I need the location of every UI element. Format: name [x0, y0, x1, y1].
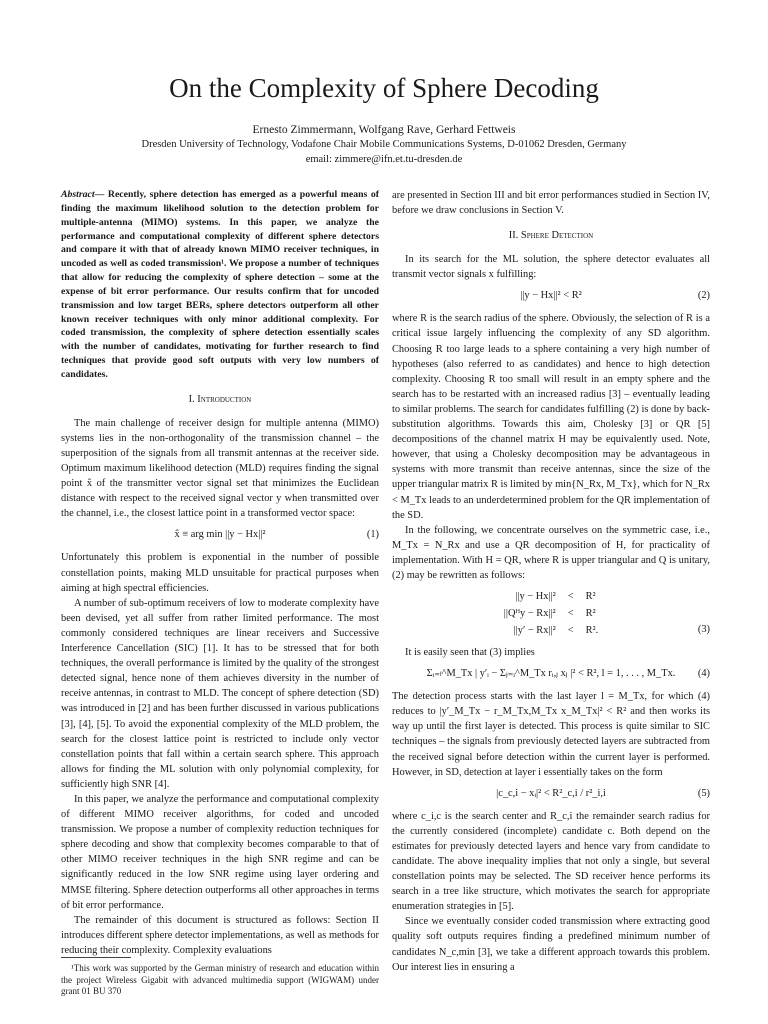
equation-2 [392, 287, 710, 305]
intro-paragraph-1: The main challenge of receiver design for multiple antenna (MIMO) systems lies in the non-orthogonality of the transmission channel – the superposition of the signals from all transmit antennas at the receiver side. Optimum maximum likelihood detection (MLD) requires finding the signal point x̂ of the transmitter vector signal set that minimizes the Euclidean distance with respect to the received signal vector y when transmitted over the channel, i.e., the closest lattice point in a transformed vector space: [61, 417, 379, 520]
equation-3-row [498, 588, 604, 605]
equation-5-number: (5) [697, 787, 710, 799]
equation-3-rhs: R² [585, 591, 596, 603]
equation-3-rhs: R². [585, 625, 599, 637]
intro-paragraph-3: A number of sub-optimum receivers of low to moderate complexity have been devised, yet all suffer from rather limited performance. The most commonly considered techniques are linear receivers and Successive Interference Cancellation (SIC) [1]. It has to be stressed that for both techniques, the overall performance is limited by the quality of the strongest detected signal, hence none of them achieves diversity in the number of receive antennas, in contrast to MLD. The concept of sphere detection (SD) was introduced in [2] and has been further discussed in various publications [3], [4], [5]. To avoid the exponential complexity of the MLD problem, the search for the closest lattice point is restricted to include only vector constellation points that fall within a certain search sphere. This approach allows for finding the ML solution with only polynomial complexity, for sufficiently high SNR [4]. [61, 597, 379, 790]
sd-paragraph-7: Since we eventually consider coded transmission where extracting good quality soft outputs requires finding a predefined minimum number of candidates N_c,min [3], we take a different approach towards this problem. Our interest lies in ensuring a [392, 916, 710, 973]
equation-3-row [498, 622, 604, 639]
equation-3-lhs: ||y − Hx||² [515, 591, 556, 603]
intro-paragraph-4: In this paper, we analyze the performance and computational complexity of different MIMO receiver algorithms, for coded and uncoded transmission. We propose a number of complexity reduction techniques for sphere decoding and show that complexity becomes comparable to that of other MIMO receiver techniques in the high SNR regime and can be significantly reduced in the low SNR regime using layer ordering and MMSE filtering. Sphere detection outperforms all other approaches in terms of bit error performance. [61, 793, 379, 911]
paper-title: On the Complexity of Sphere Decoding [169, 73, 599, 103]
left-column [61, 188, 379, 958]
equation-3-op: < [567, 591, 574, 603]
equation-3-op: < [567, 625, 574, 637]
equation-3 [392, 588, 710, 639]
equation-5-body: |c_c,i − xᵢ|² < R²_c,i / r²_i,i [496, 787, 606, 799]
intro-paragraph-5: The remainder of this document is structured as follows: Section II introduces different sphere detector implementations, as well as methods for reducing their complexity. Complexity evaluations [61, 914, 379, 956]
right-column [392, 188, 710, 975]
equation-5 [392, 785, 710, 803]
sd-paragraph-6: where c_i,c is the search center and R_c,i the remainder search radius for the currently considered (incomplete) candidate c. Both depend on the estimates for previously detected layers and hence vary from candidate to candidate. The above inequality implies that not only a single, but several constellation points may be selected. The SD receiver hence performs its search in a tree like structure, which motivates the search for appropriate enumeration strategies in [5]. [392, 810, 710, 913]
equation-3-number: (3) [697, 624, 710, 636]
abstract [61, 188, 379, 382]
equation-3-rhs: R² [585, 608, 596, 620]
abstract-text: — Recently, sphere detection has emerged as a powerful means of finding the maximum likelihood solution to the detection problem for multiple-antenna (MIMO) systems. In this paper, we analyze the performance and computational complexity of different sphere detectors and compare it with that of already known MIMO receiver techniques, in uncoded as well as coded transmission¹. We propose a number of techniques that allow for reducing the complexity of sphere detection – some at the expense of bit error performance. Our results confirm that for uncoded transmission and low target BERs, sphere detectors outperform all other known receiver techniques with only minor additional complexity. For coded transmission, the complexity of sphere detection essentially scales with the number of candidates, motivating for further research to find techniques that provide good soft outputs with very low numbers of candidates. [61, 189, 379, 380]
section-heading-sphere-detection: II. Sphere Detection [508, 230, 594, 242]
equation-2-body: ||y − Hx||² < R² [520, 290, 582, 302]
section-heading-introduction: I. Introduction [188, 393, 252, 405]
sd-paragraph-5: The detection process starts with the last layer l = M_Tx, for which (4) reduces to |y′_M_Tx − r_M_Tx,M_Tx x_M_Tx|² < R² and then works its way up until the first layer is detected. This process is quite similar to SIC techniques – the signals from previously detected layers are subtracted from the received signal before detection within the current layer is performed. However, in SD, detection at layer i essentially takes on the form [392, 691, 710, 778]
sd-paragraph-2: where R is the search radius of the sphere. Obviously, the selection of R is a critical issue largely influencing the complexity of any SD algorithm. Choosing R too large leads to a sphere containing a very high number of hypotheses (also referred to as candidates) and hence to high detection complexity. Choosing R too small will result in an empty sphere and the search has to be restarted with an increased radius [3] – eventually leading to similar problems. The search for candidates fulfilling (2) is done by back-substitution algorithms. Towards this aim, Cholesky [3] or QR [5] decompositions of the channel matrix H may be equivalently used. Note, however, that using a Cholesky decomposition may be advantageous in systems with more transmit than receive antennas, since the size of the upper triangular matrix R is limited by min{N_Rx, M_Tx}, which for N_Rx < M_Tx leads to an underdetermined problem for the QR implementation of the SD. [392, 313, 710, 521]
right-paragraph-0: are presented in Section III and bit error performances studied in Section IV, before we draw conclusions in Section V. [392, 190, 710, 217]
equation-1-number: (1) [366, 529, 379, 541]
footnote-rule [61, 957, 131, 958]
sd-paragraph-3: In the following, we concentrate ourselves on the symmetric case, i.e., M_Tx = N_Rx and use a QR decomposition of H, for practicality of implementation. With H = QR, where R is upper triangular and Q is unitary, (2) may be rewritten as follows: [392, 524, 710, 581]
equation-3-lhs: ||y′ − Rx||² [513, 625, 556, 637]
abstract-lead: Abstract [61, 189, 95, 200]
equation-4 [392, 665, 710, 683]
paper-email: email: zimmere@ifn.et.tu-dresden.de [305, 154, 463, 165]
equation-2-number: (2) [697, 290, 710, 302]
intro-paragraph-2: Unfortunately this problem is exponential in the number of possible constellation points, making MLD unsuitable for practical purposes when aiming at high spectral efficiencies. [61, 552, 379, 594]
footnote-text: ¹This work was supported by the German ministry of research and education within the project Wireless Gigabit with advanced multimedia support (WIGWAM) under grant 01 BU 370 [61, 963, 379, 996]
equation-3-lhs: ||Qᴴy − Rx||² [503, 608, 556, 620]
footnote [61, 957, 379, 998]
sd-paragraph-4: It is easily seen that (3) implies [405, 647, 535, 659]
equation-3-table [498, 588, 604, 639]
equation-4-body: Σᵢ₌ₗ^M_Tx | y′ᵢ − Σⱼ₌ᵢ^M_Tx rᵢ,ⱼ xⱼ |² < R², l = 1, . . . , M_Tx. [426, 668, 676, 680]
equation-1 [61, 526, 379, 544]
equation-4-number: (4) [697, 668, 710, 680]
paper-authors: Ernesto Zimmermann, Wolfgang Rave, Gerhard Fettweis [252, 124, 516, 136]
sd-paragraph-1: In its search for the ML solution, the sphere detector evaluates all transmit vector signals x fulfilling: [392, 254, 710, 281]
paper-affiliation: Dresden University of Technology, Vodafone Chair Mobile Communications Systems, D-01062 Dresden, Germany [141, 139, 627, 150]
equation-3-op: < [567, 608, 574, 620]
equation-3-row [498, 605, 604, 622]
equation-1-body: x̂ ≡ arg min ||y − Hx||² [174, 529, 266, 541]
